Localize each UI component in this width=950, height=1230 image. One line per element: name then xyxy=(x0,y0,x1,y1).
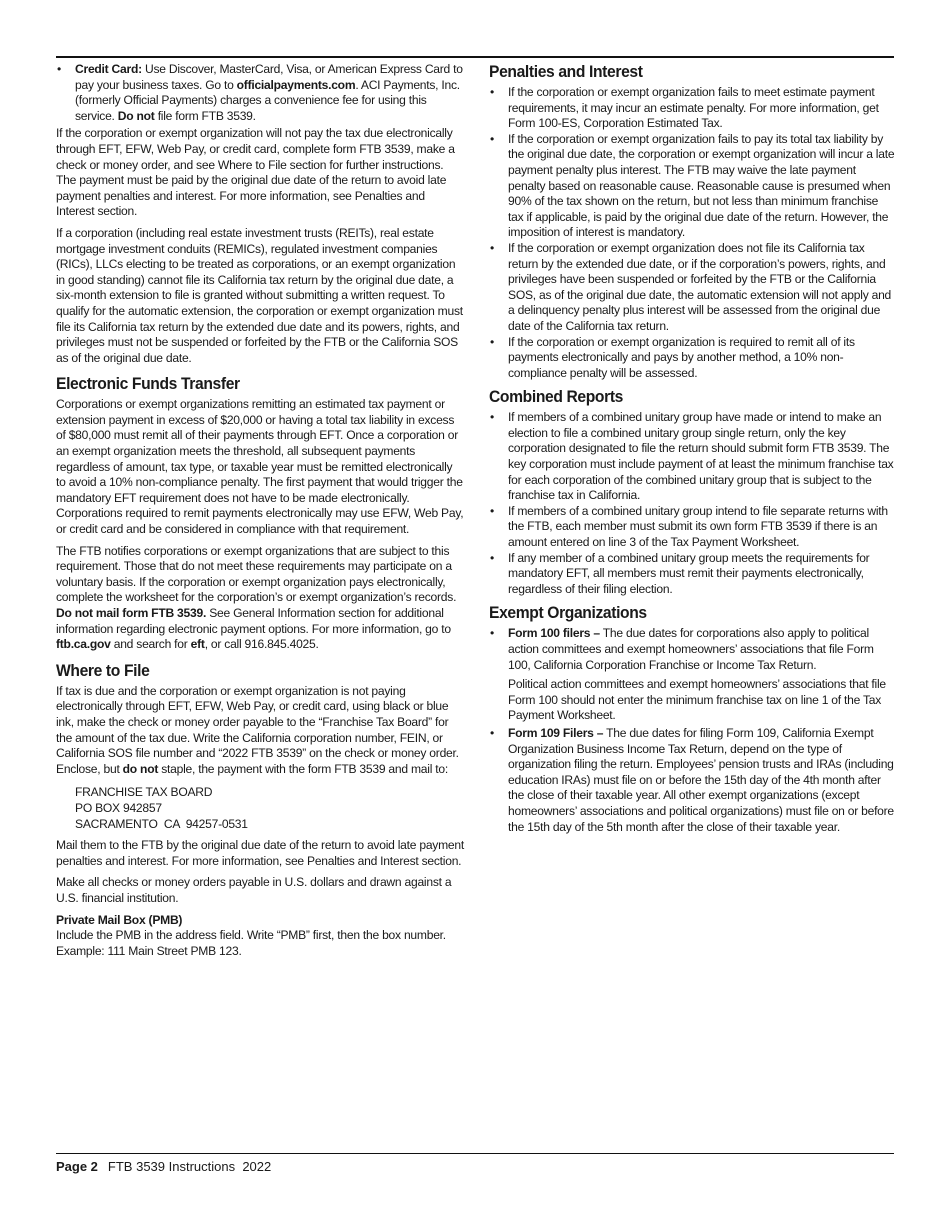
exempt-organizations-list xyxy=(489,626,895,673)
eft-paragraph-2 xyxy=(56,544,464,653)
combined-reports-heading: Combined Reports xyxy=(489,387,624,407)
list-item xyxy=(56,62,464,124)
eft-text-4: , or call 916.845.4025. xyxy=(204,637,319,652)
right-column xyxy=(489,62,895,837)
form-109-text: The due dates for filing Form 109, California Exempt Organization Business Income Tax Return, depend on the type of organization filing the return. Employees’ pension trusts and IRAs (including education IRAs) must file on or before the 15th day of the 4th month after the close of their taxable year. All other exempt organizations (except homeowners’ associations and political organizations) must file on or before the 15th day of the 5th month after the close of their taxable year. xyxy=(508,725,894,834)
pmb-heading: Private Mail Box (PMB) xyxy=(56,912,183,927)
eft-heading: Electronic Funds Transfer xyxy=(56,374,240,394)
left-column xyxy=(56,62,464,965)
official-payments-link[interactable]: officialpayments.com xyxy=(236,77,356,92)
form-100-label: Form 100 filers – xyxy=(508,626,600,641)
ftb-website-link[interactable]: ftb.ca.gov xyxy=(56,637,111,652)
form-100-text: The due dates for corporations also apply to political action committees and exempt homeowners’ associations that file Form 100, California Corporation Franchise or Income Tax Return. xyxy=(508,626,874,672)
combined-reports-list xyxy=(489,410,895,597)
where-paragraph-2: Mail them to the FTB by the original due date of the return to avoid late payment penalties and interest. For more information, see Penalties and Interest section. xyxy=(56,838,464,868)
address-line: FRANCHISE TAX BOARD xyxy=(75,785,213,800)
where-paragraph-1 xyxy=(56,684,464,778)
address-line: SACRAMENTO CA 94257-0531 xyxy=(75,816,248,831)
top-rule xyxy=(56,56,894,58)
credit-card-text-3: file form FTB 3539. xyxy=(154,108,256,123)
no-electronic-payment-paragraph: If the corporation or exempt organization will not pay the tax due electronically through EFT, EFW, Web Pay, or credit card, complete form FTB 3539, make a check or money order, and see Where to File section for further instructions. The payment must be paid by the original due date of the return to avoid late payment penalties and interest. For more information, see Penalties and Interest section. xyxy=(56,126,455,219)
eft-text: The FTB notifies corporations or exempt organizations that are subject to this requirement. Those that do not meet these requirements may participate on a voluntary basis. If the corporation or exempt organization pays electronically, complete the worksheet for the corporation’s or exempt organization’s records. xyxy=(56,543,457,605)
eft-text-2: See General Information section for additional information regarding electronic payment options. For more information, go to xyxy=(56,606,451,636)
page-number: Page 2 xyxy=(56,1159,98,1174)
list-item: • If the corporation or exempt organization fails to pay its total tax liability by the original due date, the corporation or exempt organization will incur a late payment penalty plus interest. The FTB may waive the late payment penalty based on reasonable cause. Reasonable cause is presumed when 90% of the tax shown on the return, but not less than minimum franchise tax if applicable, is paid by the original due date of the return. However, the imposition of interest is mandatory. xyxy=(489,132,895,241)
list-item xyxy=(489,626,895,673)
list-item xyxy=(489,726,895,835)
credit-card-list xyxy=(56,62,464,124)
search-term: eft xyxy=(190,637,205,652)
list-item: • If members of a combined unitary group have made or intend to make an election to file a combined unitary group single return, only the key corporation designated to file the return should submit form FTB 3539. The key corporation must include payment of at least the minimum franchise tax for each corporation of the combined unitary group that is subject to the franchise tax in California. xyxy=(489,410,895,504)
credit-card-label: Credit Card: xyxy=(75,62,142,76)
penalties-list xyxy=(489,85,895,381)
form-100-note: Political action committees and exempt homeowners’ associations that file Form 100 should not enter the minimum franchise tax on line 1 of the Tax Payment Worksheet. xyxy=(508,677,886,723)
do-not-mail-emphasis: Do not mail form FTB 3539. xyxy=(56,606,207,620)
where-text-2: staple, the payment with the form FTB 3539 and mail to: xyxy=(158,761,448,776)
exempt-organizations-list-2 xyxy=(489,726,895,835)
list-item: • If any member of a combined unitary group meets the requirements for mandatory EFT, all members must remit their payments electronically, regardless of their filing election. xyxy=(489,551,895,598)
footer-title: FTB 3539 Instructions 2022 xyxy=(107,1159,272,1174)
eft-text-3: and search for xyxy=(110,637,191,652)
address-line: PO BOX 942857 xyxy=(75,800,162,815)
eft-paragraph-1: Corporations or exempt organizations remitting an estimated tax payment or extension payment in excess of $20,000 or having a total tax liability in excess of $80,000 must remit all of their payments through EFT. Once a corporation or an exempt organization meets the threshold, all subsequent payments regardless of amount, tax type, or taxable year must be remitted electronically to avoid a 10% non-compliance penalty. The first payment that would trigger the mandatory EFT requirement does not have to be made electronically. Corporations required to remit payments electronically may use EFW, Web Pay, or credit card and be considered in compliance with that requirement. xyxy=(56,397,464,537)
penalties-heading: Penalties and Interest xyxy=(489,62,643,81)
list-item: • If the corporation or exempt organization does not file its California tax return by the extended due date, or if the corporation’s powers, rights, and privileges have been suspended or forfeited by the FTB or the California SOS, as of the original due date, the automatic extension will not apply and a delinquency penalty plus interest will be assessed from the original due date of the California tax return. xyxy=(489,241,895,335)
do-not-emphasis: Do not xyxy=(117,108,155,123)
mailing-address xyxy=(56,785,464,832)
do-not-staple-emphasis: do not xyxy=(122,761,159,776)
where-to-file-heading: Where to File xyxy=(56,660,150,680)
where-text: If tax is due and the corporation or exempt organization is not paying electronically through EFT, EFW, Web Pay, or credit card, using black or blue ink, make the check or money order payable to the “Franchise Tax Board” for the amount of the tax due. Write the California corporation number, FEIN, or California SOS file number and “2022 FTB 3539” on the check or money order. Enclose, but xyxy=(56,683,459,776)
form-109-label: Form 109 Filers – xyxy=(508,725,604,740)
pmb-paragraph: Include the PMB in the address field. Write “PMB” first, then the box number. Example: 111 Main Street PMB 123. xyxy=(56,928,446,958)
list-item: • If the corporation or exempt organization is required to remit all of its payments electronically and pays by another method, a 10% non-compliance penalty will be assessed. xyxy=(489,335,895,382)
list-item: • If the corporation or exempt organization fails to meet estimate payment requirements, it may incur an estimate penalty. For more information, get Form 100-ES, Corporation Estimated Tax. xyxy=(489,85,895,132)
credit-card-text-2: . ACI Payments, Inc. (formerly Official Payments) charges a convenience fee for using this service. xyxy=(75,77,460,123)
page-footer xyxy=(56,1158,271,1176)
bottom-rule xyxy=(56,1153,894,1154)
credit-card-text: Use Discover, MasterCard, Visa, or American Express Card to pay your business taxes. Go to xyxy=(75,62,463,92)
extension-paragraph: If a corporation (including real estate investment trusts (REITs), real estate mortgage investment conduits (REMICs), regulated investment companies (RICs), LLCs electing to be treated as corporations, or an exempt organization in good standing) cannot file its California tax return by the original due date, a six-month extension to file is granted without submitting a written request. To qualify for the automatic extension, the corporation or exempt organization must file its California tax return by the extended due date and its powers, rights, and privileges must not be suspended or forfeited by the FTB or the California SOS as of the original due date. xyxy=(56,225,463,365)
where-paragraph-3: Make all checks or money orders payable in U.S. dollars and drawn against a U.S. financial institution. xyxy=(56,875,452,905)
list-item: • If members of a combined unitary group intend to file separate returns with the FTB, each member must submit its own form FTB 3539 if there is an amount entered on line 3 of the Tax Payment Worksheet. xyxy=(489,504,895,551)
exempt-organizations-heading: Exempt Organizations xyxy=(489,603,647,623)
